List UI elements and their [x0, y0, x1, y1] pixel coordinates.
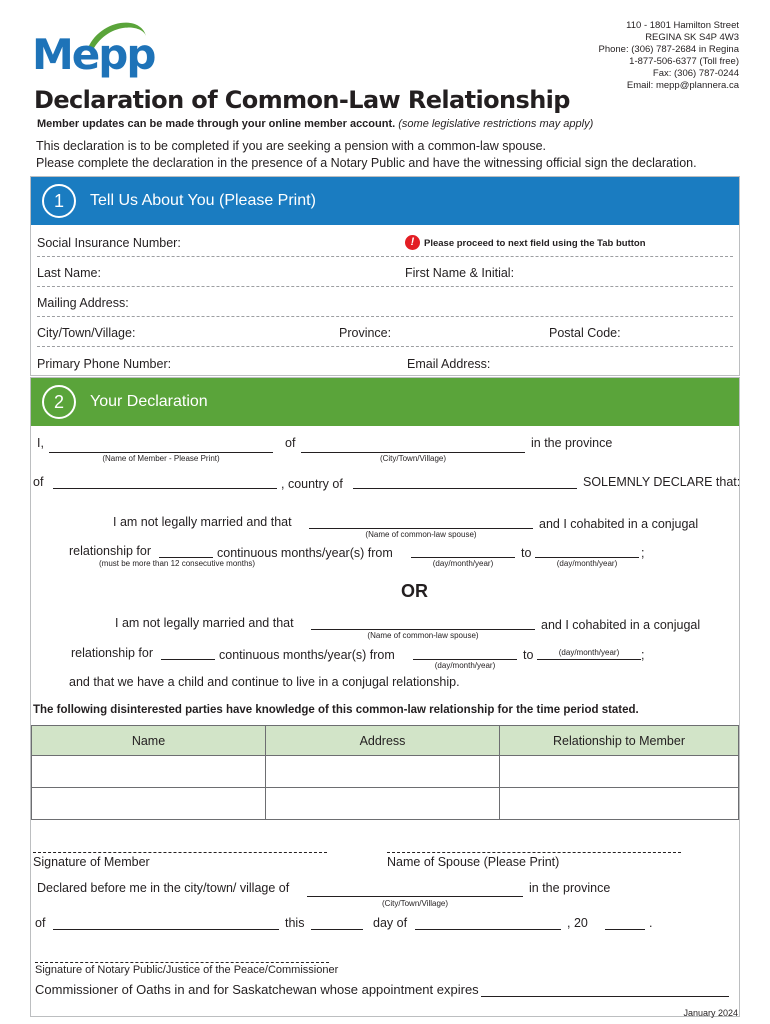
- subtitle-bold: Member updates can be made through your online member account.: [37, 118, 396, 130]
- address-fax: Fax: (306) 787-0244: [652, 68, 739, 79]
- declared-city-input[interactable]: [307, 896, 523, 897]
- declared-text: Declared before me in the city/town/ village of: [37, 881, 290, 895]
- continuous-text-2: continuous months/year(s) from: [219, 648, 395, 662]
- year-input[interactable]: [605, 929, 645, 930]
- col-address: Address: [266, 726, 500, 756]
- relationship-for-text-2: relationship for: [71, 646, 153, 660]
- member-name-input[interactable]: [49, 452, 273, 453]
- cohabited-text: and I cohabited in a conjugal: [539, 517, 699, 531]
- day-input[interactable]: [311, 929, 363, 930]
- last-name-field[interactable]: Last Name:: [37, 266, 101, 280]
- day-of-label: day of: [373, 916, 408, 930]
- section-1-title: Tell Us About You (Please Print): [90, 192, 316, 209]
- in-province-label-2: in the province: [529, 881, 611, 895]
- city-row: [37, 317, 733, 347]
- relationship-for-text: relationship for: [69, 544, 151, 558]
- of-label-3: of: [35, 916, 46, 930]
- section-1: [30, 176, 740, 376]
- table-row: [32, 788, 739, 820]
- postal-code-field[interactable]: Postal Code:: [549, 326, 621, 340]
- address-tollfree: 1-877-506-6377 (Toll free): [629, 56, 739, 67]
- subtitle-italic: (some legislative restrictions may apply): [398, 118, 594, 130]
- commissioner-text: Commissioner of Oaths in and for Saskatchewan whose appointment expires: [35, 982, 479, 997]
- cohabited-text-2: and I cohabited in a conjugal: [541, 618, 701, 632]
- tab-warning: [405, 235, 646, 250]
- country-input[interactable]: [353, 488, 577, 489]
- phone-row: [37, 347, 733, 377]
- section-2-title: Your Declaration: [90, 393, 208, 410]
- table-row: [32, 756, 739, 788]
- city-field[interactable]: City/Town/Village:: [37, 326, 136, 340]
- months-input[interactable]: [159, 557, 213, 558]
- revision-date: January 2024: [683, 1008, 738, 1018]
- member-signature-label: Signature of Member: [33, 855, 150, 869]
- section-2: [30, 377, 740, 1017]
- not-married-text-2: I am not legally married and that: [115, 616, 294, 630]
- spouse-name-line[interactable]: [387, 852, 681, 853]
- period: .: [649, 916, 653, 930]
- member-city-input[interactable]: [301, 452, 525, 453]
- section-2-number: 2: [42, 385, 76, 419]
- spouse-name-label: Name of Spouse (Please Print): [387, 855, 560, 869]
- tab-warning-text: Please proceed to next field using the Tab button: [424, 237, 646, 249]
- section-1-header: [31, 177, 739, 225]
- from-date-input-2[interactable]: [413, 659, 517, 660]
- this-label: this: [285, 916, 305, 930]
- witness-name-cell[interactable]: [32, 756, 266, 788]
- first-name-field[interactable]: First Name & Initial:: [405, 266, 515, 280]
- member-name-hint: (Name of Member - Please Print): [102, 454, 220, 463]
- sin-label: Social Insurance Number:: [37, 236, 181, 250]
- address-phone: Phone: (306) 787-2684 in Regina: [598, 44, 739, 55]
- col-name: Name: [32, 726, 266, 756]
- semicolon-2: ;: [641, 648, 645, 662]
- page-title: Declaration of Common-Law Relationship: [34, 86, 570, 114]
- semicolon: ;: [641, 546, 645, 560]
- notary-signature-line[interactable]: [35, 962, 329, 963]
- from-date-hint: (day/month/year): [432, 559, 494, 568]
- or-divider: OR: [401, 581, 428, 601]
- section-2-header: [31, 378, 739, 426]
- of-label: of: [285, 436, 296, 450]
- to-date-input[interactable]: [535, 557, 639, 558]
- phone-field[interactable]: Primary Phone Number:: [37, 357, 172, 371]
- country-of-label: , country of: [281, 477, 343, 491]
- child-text: and that we have a child and continue to live in a conjugal relationship.: [69, 675, 460, 689]
- in-province-label: in the province: [531, 436, 613, 450]
- province-field[interactable]: Province:: [339, 326, 392, 340]
- logo-text: Mepp: [32, 30, 155, 79]
- contact-address: [599, 20, 740, 92]
- notary-signature-label: Signature of Notary Public/Justice of the Peace/Commissioner: [35, 964, 339, 976]
- parties-heading: The following disinterested parties have knowledge of this common-law relationship for the time period stated.: [33, 704, 639, 716]
- spouse-name-input-2[interactable]: [311, 629, 535, 630]
- witness-relationship-cell[interactable]: [500, 756, 739, 788]
- witness-relationship-cell[interactable]: [500, 788, 739, 820]
- witness-address-cell[interactable]: [266, 756, 500, 788]
- witness-table: [31, 725, 739, 820]
- months-input-2[interactable]: [161, 659, 215, 660]
- spouse-name-hint: (Name of common-law spouse): [365, 530, 477, 539]
- appointment-expiry-input[interactable]: [481, 996, 729, 997]
- from-date-hint-2: (day/month/year): [434, 661, 496, 670]
- alert-icon: !: [405, 235, 420, 250]
- i-label: I,: [37, 436, 44, 450]
- to-date-input-2[interactable]: [537, 659, 641, 660]
- to-date-hint-2: (day/month/year): [558, 648, 620, 657]
- not-married-text: I am not legally married and that: [113, 515, 292, 529]
- mailing-row: [37, 287, 733, 317]
- subtitle: [37, 118, 593, 130]
- witness-name-cell[interactable]: [32, 788, 266, 820]
- address-line: 110 - 1801 Hamilton Street: [626, 20, 739, 31]
- mepp-logo: [32, 18, 155, 79]
- solemnly-declare: SOLEMNLY DECLARE that:: [583, 475, 741, 489]
- year-prefix: , 20: [567, 916, 588, 930]
- member-signature-line[interactable]: [33, 852, 327, 853]
- to-label: to: [521, 546, 532, 560]
- of-label-2: of: [33, 475, 44, 489]
- address-email: Email: mepp@plannera.ca: [626, 80, 739, 91]
- section-1-number: 1: [42, 184, 76, 218]
- to-label-2: to: [523, 648, 534, 662]
- member-city-hint: (City/Town/Village): [379, 454, 447, 463]
- spouse-name-hint-2: (Name of common-law spouse): [367, 631, 479, 640]
- to-date-hint: (day/month/year): [556, 559, 618, 568]
- intro-line-2: Please complete the declaration in the presence of a Notary Public and have the witnessing official sign the declaration.: [36, 156, 697, 170]
- month-input[interactable]: [415, 929, 561, 930]
- name-row: [37, 257, 733, 287]
- spouse-name-input[interactable]: [309, 528, 533, 529]
- witness-address-cell[interactable]: [266, 788, 500, 820]
- declared-province-input[interactable]: [53, 929, 279, 930]
- sin-row[interactable]: [37, 227, 733, 257]
- address-city: REGINA SK S4P 4W3: [645, 32, 739, 43]
- intro-line-1: This declaration is to be completed if you are seeking a pension with a common-law spouse.: [36, 139, 546, 153]
- province-input[interactable]: [53, 488, 277, 489]
- mailing-address-field[interactable]: Mailing Address:: [37, 296, 129, 310]
- continuous-text: continuous months/year(s) from: [217, 546, 393, 560]
- declared-city-hint: (City/Town/Village): [381, 899, 449, 908]
- months-hint: (must be more than 12 consecutive months): [99, 559, 256, 568]
- col-relationship: Relationship to Member: [500, 726, 739, 756]
- intro-text: [36, 138, 697, 172]
- from-date-input[interactable]: [411, 557, 515, 558]
- email-field[interactable]: Email Address:: [407, 357, 491, 371]
